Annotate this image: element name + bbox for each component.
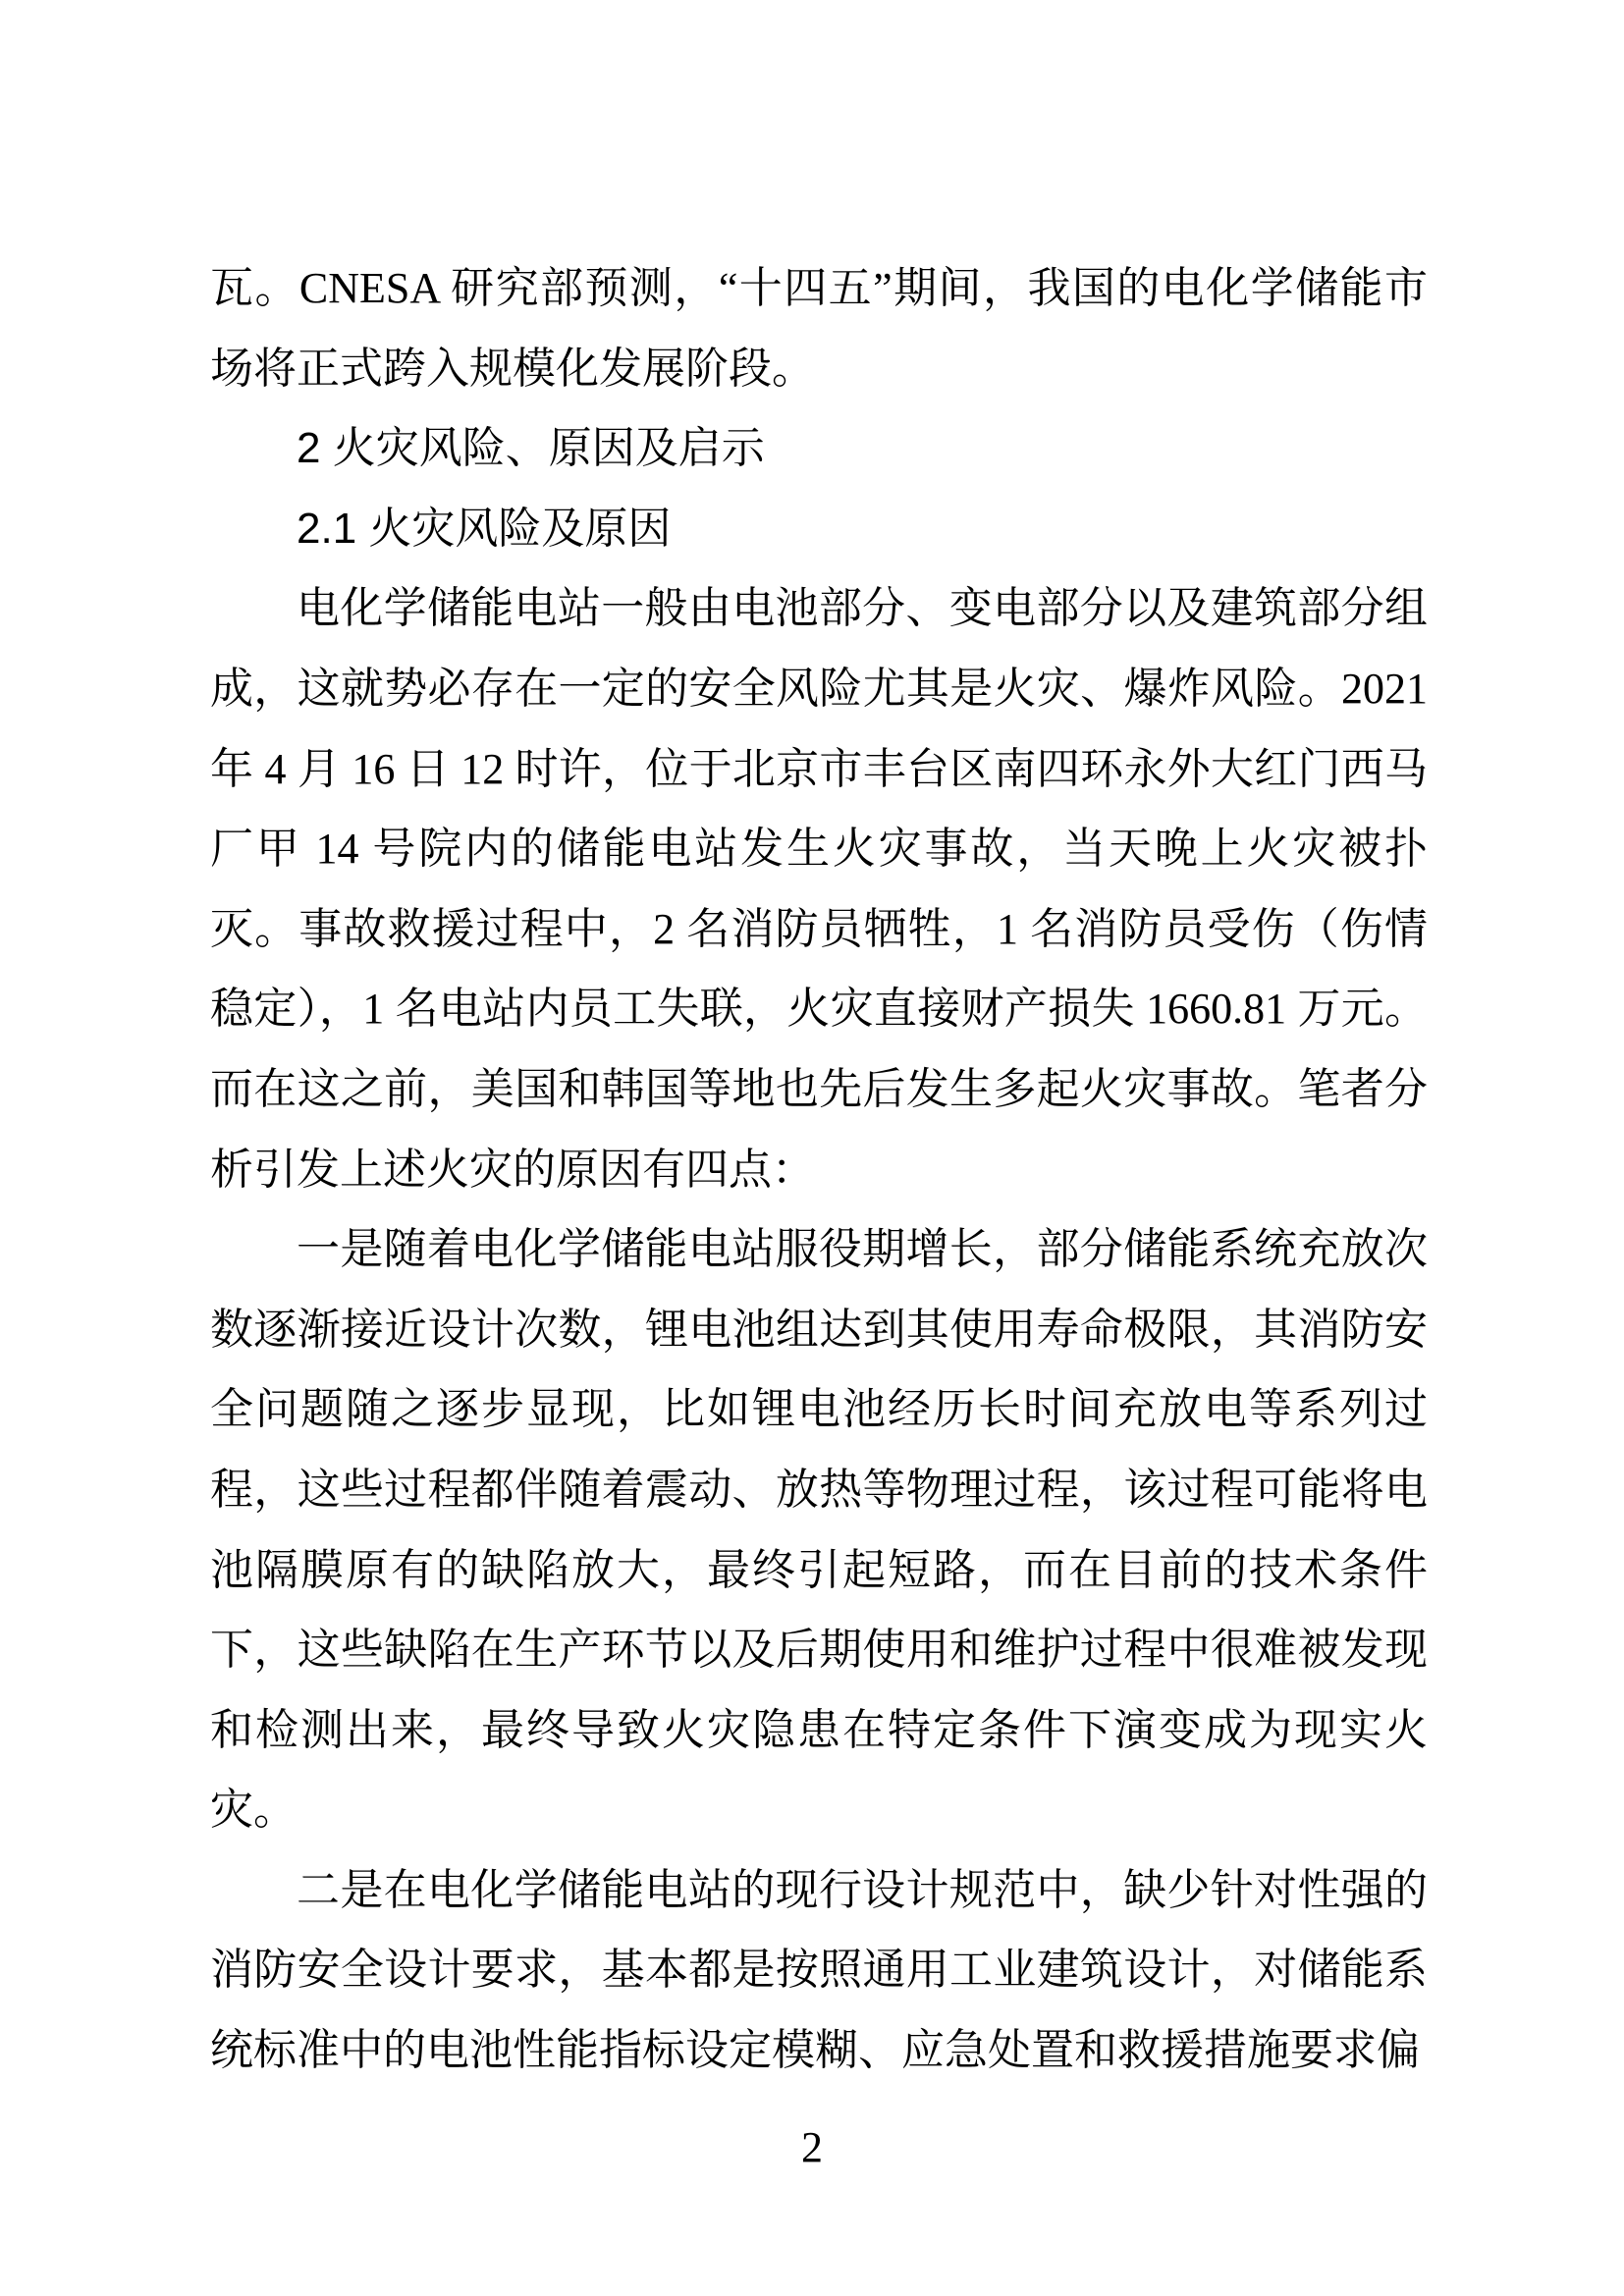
body-paragraph-cause-two: 二是在电化学储能电站的现行设计规范中，缺少针对性强的消防安全设计要求，基本都是按照通用工业建筑设计，对储能系统标准中的电池性能指标设定模糊、应急处置和救援措施要求偏 [210,1865,1428,2075]
body-paragraph-fire-incident: 电化学储能电站一般由电池部分、变电部分以及建筑部分组成，这就势必存在一定的安全风险尤其是火灾、爆炸风险。2021 年 4 月 16 日 12 时许，位于北京市丰台区南四环永外大红门西马厂甲 14 号院内的储能电站发生火灾事故，当天晚上火灾被扑灭。事故救援过程中，2 名消防员牺牲，1 名消防员受伤（伤情稳定），1 名电站内员工失联，火灾直接财产损失 1660.81 万元。而在这之前，美国和韩国等地也先后发生多起火灾事故。笔者分析引发上述火灾的原因有四点： [210,584,1428,1194]
document-text-block [210,0,1428,2091]
body-paragraph-continuation: 瓦。CNESA 研究部预测，“十四五”期间，我国的电化学储能市场将正式跨入规模化发展阶段。 [210,264,1428,393]
section-heading-fire-risk: 2 火灾风险、原因及启示 [297,424,765,473]
page-number: 2 [801,2123,823,2171]
body-paragraph-cause-one: 一是随着电化学储能电站服役期增长，部分储能系统充放次数逐渐接近设计次数，锂电池组达到其使用寿命极限，其消防安全问题随之逐步显现，比如锂电池经历长时间充放电等系列过程，这些过程都伴随着震动、放热等物理过程，该过程可能将电池隔膜原有的缺陷放大，最终引起短路，而在目前的技术条件下，这些缺陷在生产环节以及后期使用和维护过程中很难被发现和检测出来，最终导致火灾隐患在特定条件下演变成为现实火灾。 [210,1225,1428,1835]
subsection-heading-fire-risk-causes: 2.1 火灾风险及原因 [297,504,672,553]
